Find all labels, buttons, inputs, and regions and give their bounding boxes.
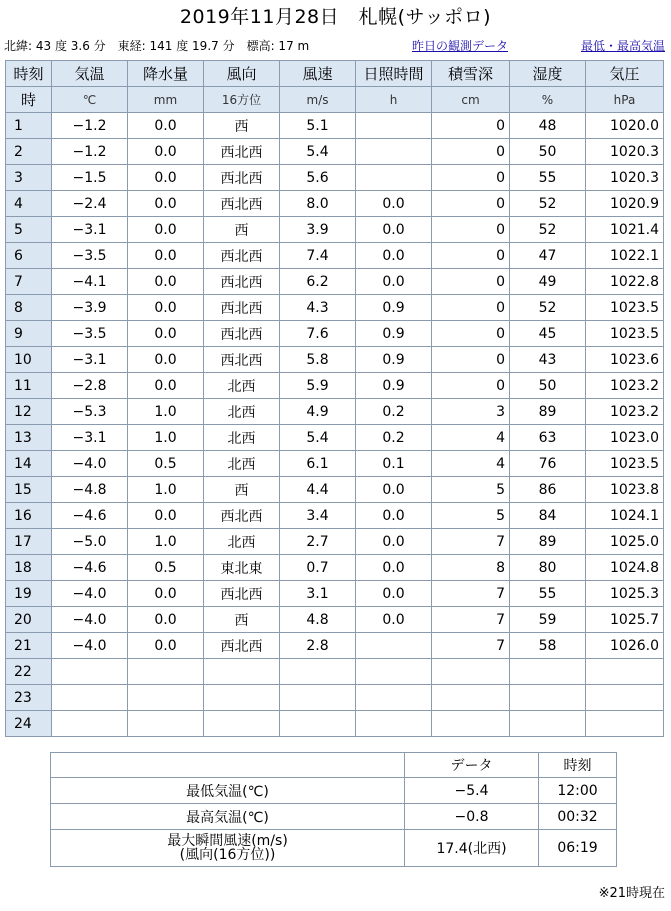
cell-sunshine: 0.0 (356, 581, 432, 607)
cell-wind-speed: 7.6 (280, 321, 356, 347)
cell-snow-depth: 0 (432, 217, 510, 243)
cell-sunshine: 0.9 (356, 295, 432, 321)
cell-wind-dir (204, 659, 280, 685)
cell-temp: −3.1 (52, 217, 128, 243)
cell-snow-depth (432, 685, 510, 711)
cell-pressure: 1023.5 (586, 451, 664, 477)
cell-pressure: 1023.5 (586, 321, 664, 347)
cell-snow-depth: 3 (432, 399, 510, 425)
cell-humidity: 49 (510, 269, 586, 295)
cell-precip: 1.0 (128, 399, 204, 425)
cell-temp (52, 711, 128, 737)
cell-humidity: 84 (510, 503, 586, 529)
cell-wind-dir: 北西 (204, 451, 280, 477)
cell-sunshine: 0.9 (356, 373, 432, 399)
cell-temp: −4.8 (52, 477, 128, 503)
cell-humidity (510, 685, 586, 711)
cell-snow-depth: 0 (432, 321, 510, 347)
cell-hour: 4 (6, 191, 52, 217)
cell-snow-depth: 7 (432, 581, 510, 607)
cell-hour: 13 (6, 425, 52, 451)
cell-precip: 0.0 (128, 165, 204, 191)
cell-wind-speed: 7.4 (280, 243, 356, 269)
table-row (6, 269, 664, 295)
cell-snow-depth: 0 (432, 347, 510, 373)
table-row (6, 295, 664, 321)
cell-wind-dir: 西北西 (204, 581, 280, 607)
cell-humidity: 76 (510, 451, 586, 477)
cell-wind-speed (280, 659, 356, 685)
cell-wind-speed (280, 685, 356, 711)
cell-pressure: 1022.1 (586, 243, 664, 269)
table-row (6, 503, 664, 529)
min-temp-value: −5.4 (405, 778, 539, 804)
cell-wind-dir: 西 (204, 477, 280, 503)
cell-humidity: 48 (510, 113, 586, 139)
cell-hour: 20 (6, 607, 52, 633)
cell-snow-depth (432, 659, 510, 685)
cell-hour: 2 (6, 139, 52, 165)
daily-summary-table (50, 752, 617, 867)
table-row (6, 347, 664, 373)
station-coordinates: 北緯: 43 度 3.6 分 東経: 141 度 19.7 分 標高: 17 m (4, 39, 310, 53)
cell-temp: −3.5 (52, 243, 128, 269)
cell-pressure: 1023.2 (586, 399, 664, 425)
column-unit-precip: mm (128, 87, 204, 113)
summary-row-min-temp (51, 778, 617, 804)
cell-snow-depth: 0 (432, 139, 510, 165)
cell-temp: −5.3 (52, 399, 128, 425)
summary-row-max-temp (51, 804, 617, 830)
cell-wind-dir: 北西 (204, 425, 280, 451)
cell-wind-dir: 西北西 (204, 321, 280, 347)
table-row (6, 607, 664, 633)
cell-precip: 0.0 (128, 295, 204, 321)
table-row (6, 243, 664, 269)
cell-precip: 1.0 (128, 477, 204, 503)
cell-pressure: 1025.3 (586, 581, 664, 607)
cell-snow-depth: 5 (432, 503, 510, 529)
cell-wind-dir (204, 711, 280, 737)
cell-pressure: 1020.9 (586, 191, 664, 217)
cell-precip: 1.0 (128, 425, 204, 451)
column-unit-sunshine: h (356, 87, 432, 113)
cell-hour: 23 (6, 685, 52, 711)
cell-snow-depth: 0 (432, 191, 510, 217)
table-row (6, 659, 664, 685)
cell-precip: 0.0 (128, 607, 204, 633)
column-unit-snow-depth: cm (432, 87, 510, 113)
cell-temp: −4.1 (52, 269, 128, 295)
cell-humidity: 89 (510, 399, 586, 425)
column-header-wind-speed: 風速 (280, 61, 356, 87)
cell-temp: −4.6 (52, 555, 128, 581)
table-row (6, 451, 664, 477)
summary-header-data: データ (405, 753, 539, 778)
cell-humidity: 59 (510, 607, 586, 633)
hourly-observation-table (5, 60, 664, 737)
cell-precip (128, 711, 204, 737)
cell-wind-dir: 北西 (204, 529, 280, 555)
table-row (6, 113, 664, 139)
cell-humidity: 55 (510, 165, 586, 191)
cell-sunshine: 0.0 (356, 269, 432, 295)
cell-wind-speed: 5.4 (280, 425, 356, 451)
cell-pressure: 1023.8 (586, 477, 664, 503)
min-temp-time: 12:00 (539, 778, 617, 804)
column-header-sunshine: 日照時間 (356, 61, 432, 87)
table-row (6, 555, 664, 581)
cell-precip: 0.0 (128, 217, 204, 243)
cell-sunshine (356, 659, 432, 685)
max-temp-value: −0.8 (405, 804, 539, 830)
cell-wind-dir: 西 (204, 113, 280, 139)
cell-sunshine: 0.2 (356, 425, 432, 451)
cell-temp: −3.5 (52, 321, 128, 347)
cell-wind-dir: 北西 (204, 399, 280, 425)
cell-wind-dir: 西北西 (204, 633, 280, 659)
cell-pressure: 1020.0 (586, 113, 664, 139)
summary-header-time: 時刻 (539, 753, 617, 778)
cell-pressure: 1025.7 (586, 607, 664, 633)
cell-wind-dir: 東北東 (204, 555, 280, 581)
table-row (6, 139, 664, 165)
max-gust-label-line1: 最大瞬間風速(m/s) (167, 833, 288, 849)
cell-wind-dir: 西北西 (204, 503, 280, 529)
cell-temp: −2.4 (52, 191, 128, 217)
column-unit-wind-dir: 16方位 (204, 87, 280, 113)
cell-wind-speed: 8.0 (280, 191, 356, 217)
column-header-snow-depth: 積雪深 (432, 61, 510, 87)
cell-wind-speed: 3.1 (280, 581, 356, 607)
max-gust-time: 06:19 (539, 830, 617, 867)
cell-snow-depth: 5 (432, 477, 510, 503)
column-unit-hour: 時 (6, 87, 52, 113)
cell-hour: 17 (6, 529, 52, 555)
cell-hour: 22 (6, 659, 52, 685)
previous-day-link[interactable]: 昨日の観測データ (412, 39, 509, 53)
cell-sunshine: 0.0 (356, 607, 432, 633)
table-row (6, 477, 664, 503)
cell-pressure: 1023.2 (586, 373, 664, 399)
cell-sunshine (356, 113, 432, 139)
max-gust-label (51, 830, 405, 867)
cell-snow-depth: 7 (432, 529, 510, 555)
cell-hour: 16 (6, 503, 52, 529)
max-gust-value: 17.4(北西) (405, 830, 539, 867)
cell-wind-dir: 西北西 (204, 191, 280, 217)
column-header-wind-dir: 風向 (204, 61, 280, 87)
cell-wind-speed: 4.8 (280, 607, 356, 633)
cell-humidity: 58 (510, 633, 586, 659)
cell-wind-speed: 5.6 (280, 165, 356, 191)
table-row (6, 191, 664, 217)
column-header-precip: 降水量 (128, 61, 204, 87)
cell-precip: 0.5 (128, 451, 204, 477)
cell-sunshine: 0.1 (356, 451, 432, 477)
table-row (6, 217, 664, 243)
cell-hour: 12 (6, 399, 52, 425)
column-unit-pressure: hPa (586, 87, 664, 113)
cell-humidity (510, 659, 586, 685)
cell-humidity: 50 (510, 139, 586, 165)
cell-precip: 0.0 (128, 113, 204, 139)
cell-precip (128, 659, 204, 685)
cell-wind-speed: 5.4 (280, 139, 356, 165)
cell-pressure (586, 685, 664, 711)
cell-precip: 0.0 (128, 139, 204, 165)
cell-wind-speed: 3.9 (280, 217, 356, 243)
table-row (6, 425, 664, 451)
column-unit-wind-speed: m/s (280, 87, 356, 113)
cell-temp: −3.9 (52, 295, 128, 321)
column-name-row (6, 61, 664, 87)
cell-snow-depth: 0 (432, 243, 510, 269)
cell-sunshine: 0.0 (356, 503, 432, 529)
cell-pressure: 1025.0 (586, 529, 664, 555)
cell-wind-speed: 4.4 (280, 477, 356, 503)
cell-pressure: 1023.6 (586, 347, 664, 373)
table-row (6, 711, 664, 737)
cell-temp: −4.0 (52, 581, 128, 607)
cell-snow-depth: 0 (432, 165, 510, 191)
cell-hour: 8 (6, 295, 52, 321)
cell-temp: −4.0 (52, 607, 128, 633)
cell-temp: −3.1 (52, 425, 128, 451)
cell-wind-dir: 西北西 (204, 347, 280, 373)
cell-wind-speed: 6.1 (280, 451, 356, 477)
cell-wind-speed: 5.9 (280, 373, 356, 399)
column-unit-temp: ℃ (52, 87, 128, 113)
cell-hour: 24 (6, 711, 52, 737)
cell-wind-dir: 西北西 (204, 243, 280, 269)
cell-humidity: 50 (510, 373, 586, 399)
cell-humidity: 63 (510, 425, 586, 451)
cell-temp: −5.0 (52, 529, 128, 555)
table-row (6, 685, 664, 711)
current-time-note: ※21時現在 (598, 886, 665, 901)
cell-humidity: 52 (510, 217, 586, 243)
cell-hour: 11 (6, 373, 52, 399)
cell-sunshine (356, 685, 432, 711)
cell-humidity: 89 (510, 529, 586, 555)
column-header-pressure: 気圧 (586, 61, 664, 87)
cell-precip: 0.0 (128, 581, 204, 607)
column-header-humidity: 湿度 (510, 61, 586, 87)
cell-sunshine: 0.2 (356, 399, 432, 425)
cell-temp (52, 659, 128, 685)
cell-snow-depth: 0 (432, 295, 510, 321)
cell-humidity: 43 (510, 347, 586, 373)
cell-precip: 1.0 (128, 529, 204, 555)
cell-precip: 0.0 (128, 191, 204, 217)
cell-pressure: 1020.3 (586, 139, 664, 165)
cell-sunshine: 0.0 (356, 477, 432, 503)
cell-sunshine: 0.0 (356, 529, 432, 555)
max-temp-time: 00:32 (539, 804, 617, 830)
cell-sunshine: 0.0 (356, 191, 432, 217)
column-header-temp: 気温 (52, 61, 128, 87)
cell-pressure (586, 711, 664, 737)
cell-temp (52, 685, 128, 711)
cell-sunshine (356, 139, 432, 165)
table-row (6, 529, 664, 555)
cell-pressure: 1020.3 (586, 165, 664, 191)
cell-hour: 7 (6, 269, 52, 295)
cell-pressure: 1021.4 (586, 217, 664, 243)
cell-snow-depth: 7 (432, 633, 510, 659)
cell-wind-speed: 4.3 (280, 295, 356, 321)
cell-hour: 6 (6, 243, 52, 269)
cell-snow-depth: 8 (432, 555, 510, 581)
cell-hour: 3 (6, 165, 52, 191)
cell-temp: −1.5 (52, 165, 128, 191)
cell-humidity: 45 (510, 321, 586, 347)
cell-pressure: 1024.8 (586, 555, 664, 581)
cell-sunshine: 0.0 (356, 243, 432, 269)
cell-wind-speed: 4.9 (280, 399, 356, 425)
cell-wind-dir: 西北西 (204, 295, 280, 321)
cell-precip: 0.0 (128, 269, 204, 295)
cell-sunshine (356, 711, 432, 737)
table-row (6, 399, 664, 425)
cell-hour: 10 (6, 347, 52, 373)
cell-precip: 0.0 (128, 373, 204, 399)
cell-snow-depth: 4 (432, 425, 510, 451)
cell-snow-depth: 0 (432, 113, 510, 139)
cell-hour: 19 (6, 581, 52, 607)
cell-temp: −1.2 (52, 113, 128, 139)
cell-temp: −4.6 (52, 503, 128, 529)
cell-precip (128, 685, 204, 711)
cell-precip: 0.5 (128, 555, 204, 581)
min-temp-label: 最低気温(℃) (51, 778, 405, 804)
cell-wind-dir: 西 (204, 217, 280, 243)
cell-wind-speed (280, 711, 356, 737)
cell-wind-dir: 西北西 (204, 269, 280, 295)
cell-snow-depth (432, 711, 510, 737)
cell-wind-dir (204, 685, 280, 711)
column-header-hour: 時刻 (6, 61, 52, 87)
cell-humidity: 86 (510, 477, 586, 503)
cell-snow-depth: 4 (432, 451, 510, 477)
cell-precip: 0.0 (128, 321, 204, 347)
cell-pressure (586, 659, 664, 685)
cell-hour: 1 (6, 113, 52, 139)
cell-sunshine: 0.0 (356, 217, 432, 243)
cell-humidity: 80 (510, 555, 586, 581)
cell-hour: 18 (6, 555, 52, 581)
cell-precip: 0.0 (128, 633, 204, 659)
cell-humidity: 55 (510, 581, 586, 607)
cell-wind-dir: 西 (204, 607, 280, 633)
min-max-temp-link[interactable]: 最低・最高気温 (580, 39, 665, 53)
cell-humidity: 52 (510, 295, 586, 321)
cell-sunshine (356, 633, 432, 659)
cell-hour: 14 (6, 451, 52, 477)
cell-wind-speed: 2.8 (280, 633, 356, 659)
cell-temp: −4.0 (52, 451, 128, 477)
summary-header-blank (51, 753, 405, 778)
cell-hour: 5 (6, 217, 52, 243)
station-info-bar (4, 36, 667, 56)
cell-snow-depth: 0 (432, 373, 510, 399)
table-row (6, 165, 664, 191)
cell-wind-speed: 5.8 (280, 347, 356, 373)
cell-temp: −3.1 (52, 347, 128, 373)
cell-wind-speed: 0.7 (280, 555, 356, 581)
cell-pressure: 1024.1 (586, 503, 664, 529)
cell-snow-depth: 7 (432, 607, 510, 633)
cell-hour: 9 (6, 321, 52, 347)
cell-humidity (510, 711, 586, 737)
cell-pressure: 1023.0 (586, 425, 664, 451)
cell-wind-dir: 西北西 (204, 165, 280, 191)
cell-wind-dir: 北西 (204, 373, 280, 399)
cell-pressure: 1023.5 (586, 295, 664, 321)
cell-temp: −4.0 (52, 633, 128, 659)
cell-hour: 21 (6, 633, 52, 659)
cell-pressure: 1026.0 (586, 633, 664, 659)
table-row (6, 633, 664, 659)
page-title: 2019年11月28日 札幌(サッポロ) (179, 6, 492, 28)
cell-precip: 0.0 (128, 243, 204, 269)
summary-row-max-gust (51, 830, 617, 867)
max-gust-label-line2: (風向(16方位)) (179, 847, 276, 863)
cell-humidity: 47 (510, 243, 586, 269)
max-temp-label: 最高気温(℃) (51, 804, 405, 830)
cell-wind-speed: 3.4 (280, 503, 356, 529)
cell-precip: 0.0 (128, 347, 204, 373)
column-unit-row (6, 87, 664, 113)
cell-precip: 0.0 (128, 503, 204, 529)
cell-hour: 15 (6, 477, 52, 503)
cell-wind-speed: 6.2 (280, 269, 356, 295)
table-row (6, 373, 664, 399)
cell-temp: −2.8 (52, 373, 128, 399)
cell-pressure: 1022.8 (586, 269, 664, 295)
cell-wind-speed: 2.7 (280, 529, 356, 555)
cell-sunshine: 0.9 (356, 321, 432, 347)
column-unit-humidity: % (510, 87, 586, 113)
cell-wind-dir: 西北西 (204, 139, 280, 165)
table-row (6, 581, 664, 607)
table-row (6, 321, 664, 347)
cell-sunshine: 0.0 (356, 555, 432, 581)
cell-humidity: 52 (510, 191, 586, 217)
cell-sunshine (356, 165, 432, 191)
summary-header-row (51, 753, 617, 778)
cell-snow-depth: 0 (432, 269, 510, 295)
cell-temp: −1.2 (52, 139, 128, 165)
cell-sunshine: 0.9 (356, 347, 432, 373)
cell-wind-speed: 5.1 (280, 113, 356, 139)
